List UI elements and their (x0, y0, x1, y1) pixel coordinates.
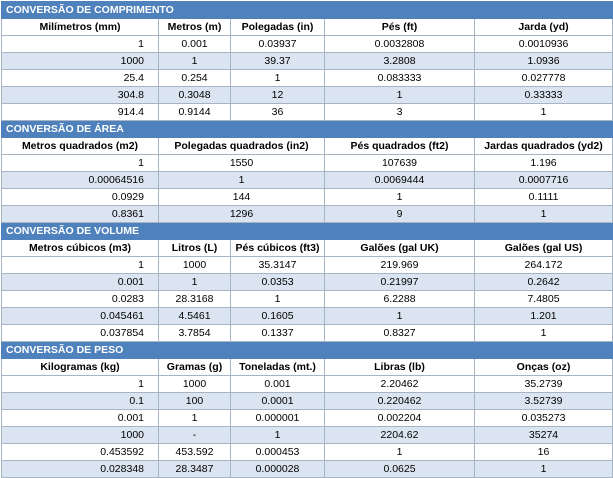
table-cell: 0.220462 (325, 393, 475, 410)
table-cell: 0.3048 (159, 87, 231, 104)
table-cell: 3 (325, 104, 475, 121)
table-cell: 36 (231, 104, 325, 121)
table-cell: 1 (475, 461, 613, 478)
table-cell: 28.3487 (159, 461, 231, 478)
table-row (2, 87, 613, 104)
table-cell: 0.0929 (2, 189, 159, 206)
table-cell: 1 (159, 274, 231, 291)
table-cell: 1 (475, 206, 613, 223)
table-cell: 1000 (2, 53, 159, 70)
table-cell: 0.001 (2, 410, 159, 427)
section-title: CONVERSÃO DE ÁREA (2, 121, 613, 138)
section-weight (2, 342, 613, 376)
table-cell: - (159, 427, 231, 444)
column-header: Onças (oz) (475, 359, 613, 376)
table-cell: 28.3168 (159, 291, 231, 308)
table-cell: 1 (231, 291, 325, 308)
column-header: Metros cúbicos (m3) (2, 240, 159, 257)
table-row (2, 325, 613, 342)
table-cell: 1 (325, 189, 475, 206)
table-row (2, 461, 613, 478)
section-title: CONVERSÃO DE PESO (2, 342, 613, 359)
table-cell: 0.083333 (325, 70, 475, 87)
table-cell: 1.196 (475, 155, 613, 172)
table-cell: 0.0032808 (325, 36, 475, 53)
section-title: CONVERSÃO DE VOLUME (2, 223, 613, 240)
table-cell: 25.4 (2, 70, 159, 87)
column-header: Galões (gal US) (475, 240, 613, 257)
table-row (2, 410, 613, 427)
table-cell: 0.027778 (475, 70, 613, 87)
table-row (2, 274, 613, 291)
table-cell: 144 (159, 189, 325, 206)
column-header: Jarda (yd) (475, 19, 613, 36)
column-header: Metros (m) (159, 19, 231, 36)
conversion-table (1, 1, 613, 478)
table-cell: 1 (475, 325, 613, 342)
table-cell: 0.1111 (475, 189, 613, 206)
section-weight-rows (2, 376, 613, 478)
table-cell: 0.002204 (325, 410, 475, 427)
table-cell: 219.969 (325, 257, 475, 274)
table-cell: 35.3147 (231, 257, 325, 274)
table-cell: 1 (2, 376, 159, 393)
column-header: Litros (L) (159, 240, 231, 257)
table-cell: 1 (325, 444, 475, 461)
table-cell: 1 (2, 257, 159, 274)
column-header: Milímetros (mm) (2, 19, 159, 36)
column-header: Pés (ft) (325, 19, 475, 36)
table-cell: 0.000028 (231, 461, 325, 478)
table-cell: 1 (231, 427, 325, 444)
section-area (2, 121, 613, 155)
table-cell: 1 (2, 36, 159, 53)
table-cell: 1 (2, 155, 159, 172)
table-cell: 1 (159, 410, 231, 427)
table-cell: 0.8327 (325, 325, 475, 342)
table-cell: 2204.62 (325, 427, 475, 444)
table-cell: 2.20462 (325, 376, 475, 393)
table-row (2, 291, 613, 308)
section-volume (2, 223, 613, 257)
table-cell: 264.172 (475, 257, 613, 274)
column-header: Pés quadrados (ft2) (325, 138, 475, 155)
table-row (2, 257, 613, 274)
table-cell: 1.0936 (475, 53, 613, 70)
table-cell: 0.03937 (231, 36, 325, 53)
table-cell: 0.001 (2, 274, 159, 291)
table-cell: 0.1605 (231, 308, 325, 325)
table-cell: 100 (159, 393, 231, 410)
table-cell: 0.1337 (231, 325, 325, 342)
table-cell: 0.0069444 (325, 172, 475, 189)
table-cell: 0.0283 (2, 291, 159, 308)
column-header: Polegadas (in) (231, 19, 325, 36)
column-header: Libras (lb) (325, 359, 475, 376)
table-cell: 7.4805 (475, 291, 613, 308)
table-cell: 0.8361 (2, 206, 159, 223)
table-cell: 1 (159, 53, 231, 70)
table-cell: 0.0010936 (475, 36, 613, 53)
table-cell: 0.0353 (231, 274, 325, 291)
section-length (2, 2, 613, 36)
table-cell: 0.1 (2, 393, 159, 410)
table-cell: 107639 (325, 155, 475, 172)
table-row (2, 172, 613, 189)
column-header: Jardas quadrados (yd2) (475, 138, 613, 155)
table-row (2, 70, 613, 87)
table-cell: 0.2642 (475, 274, 613, 291)
table-row (2, 308, 613, 325)
table-cell: 0.453592 (2, 444, 159, 461)
table-row (2, 189, 613, 206)
table-cell: 0.035273 (475, 410, 613, 427)
section-length-rows (2, 36, 613, 121)
table-cell: 0.001 (159, 36, 231, 53)
table-row (2, 444, 613, 461)
table-cell: 4.5461 (159, 308, 231, 325)
table-cell: 0.001 (231, 376, 325, 393)
table-cell: 1 (325, 308, 475, 325)
table-cell: 3.7854 (159, 325, 231, 342)
table-cell: 304.8 (2, 87, 159, 104)
section-title: CONVERSÃO DE COMPRIMENTO (2, 2, 613, 19)
table-cell: 3.2808 (325, 53, 475, 70)
table-cell: 16 (475, 444, 613, 461)
table-cell: 9 (325, 206, 475, 223)
table-cell: 914.4 (2, 104, 159, 121)
table-cell: 0.254 (159, 70, 231, 87)
column-header: Kilogramas (kg) (2, 359, 159, 376)
table-cell: 453.592 (159, 444, 231, 461)
table-cell: 35.2739 (475, 376, 613, 393)
column-header: Polegadas quadrados (in2) (159, 138, 325, 155)
section-area-rows (2, 155, 613, 223)
table-cell: 35274 (475, 427, 613, 444)
table-row (2, 36, 613, 53)
section-volume-rows (2, 257, 613, 342)
table-row (2, 376, 613, 393)
table-row (2, 155, 613, 172)
table-cell: 1296 (159, 206, 325, 223)
table-cell: 1550 (159, 155, 325, 172)
table-cell: 0.0007716 (475, 172, 613, 189)
column-header: Pés cúbicos (ft3) (231, 240, 325, 257)
table-cell: 0.045461 (2, 308, 159, 325)
table-row (2, 53, 613, 70)
table-row (2, 427, 613, 444)
table-cell: 1000 (159, 257, 231, 274)
table-cell: 0.21997 (325, 274, 475, 291)
table-cell: 1000 (159, 376, 231, 393)
table-cell: 1 (231, 70, 325, 87)
table-cell: 3.52739 (475, 393, 613, 410)
table-row (2, 206, 613, 223)
column-header: Gramas (g) (159, 359, 231, 376)
table-cell: 1 (159, 172, 325, 189)
table-row (2, 104, 613, 121)
table-cell: 0.0001 (231, 393, 325, 410)
table-cell: 0.000001 (231, 410, 325, 427)
table-cell: 0.9144 (159, 104, 231, 121)
column-header: Galões (gal UK) (325, 240, 475, 257)
table-cell: 1 (475, 104, 613, 121)
table-cell: 0.028348 (2, 461, 159, 478)
table-cell: 0.000453 (231, 444, 325, 461)
table-cell: 0.00064516 (2, 172, 159, 189)
table-cell: 12 (231, 87, 325, 104)
table-cell: 39.37 (231, 53, 325, 70)
table-cell: 0.037854 (2, 325, 159, 342)
column-header: Toneladas (mt.) (231, 359, 325, 376)
table-cell: 1.201 (475, 308, 613, 325)
table-cell: 1000 (2, 427, 159, 444)
table-cell: 0.33333 (475, 87, 613, 104)
table-row (2, 393, 613, 410)
table-cell: 0.0625 (325, 461, 475, 478)
table-cell: 1 (325, 87, 475, 104)
table-cell: 6.2288 (325, 291, 475, 308)
column-header: Metros quadrados (m2) (2, 138, 159, 155)
